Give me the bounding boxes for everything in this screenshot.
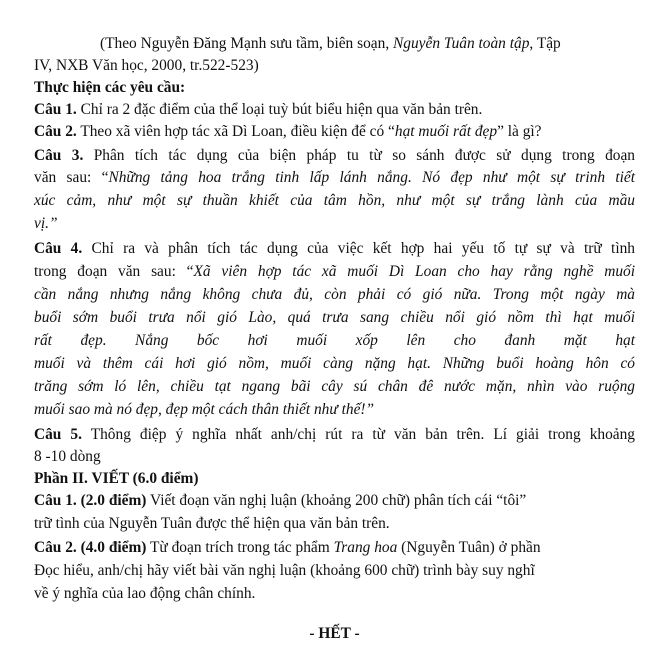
source-line-2: IV, NXB Văn học, 2000, tr.522-523) [34, 57, 259, 74]
question-4-line-2: trong đoạn văn sau: “Xã viên hợp tác xã muối Dì Loan cho hay rằng nghề muối [34, 263, 635, 280]
writing-question-1-line-2: trữ tình của Nguyễn Tuân được thể hiện qua văn bản trên. [34, 515, 390, 532]
question-2: Câu 2. Theo xã viên hợp tác xã Dì Loan, điều kiện để có “hạt muối rất đẹp” là gì? [34, 123, 542, 140]
question-3-line-3: xúc cảm, như một sự thuần khiết của tâm hồn, như một sự trắng lành của mầu [34, 192, 635, 209]
end-marker: - HẾT - [309, 625, 360, 642]
writing-question-2-line-2: Đọc hiểu, anh/chị hãy viết bài văn nghị luận (khoảng 600 chữ) trình bày suy nghĩ [34, 562, 535, 579]
question-5-line-2: 8 -10 dòng [34, 448, 101, 465]
writing-question-2-line-1: Câu 2. (4.0 điểm) Từ đoạn trích trong tác phẩm Trang hoa (Nguyễn Tuân) ở phần [34, 539, 541, 556]
question-4-line-5: rất đẹp. Nắng bốc hơi muối xốp lên cho đanh mặt hạt [34, 332, 635, 349]
writing-question-2-line-3: về ý nghĩa của lao động chân chính. [34, 585, 256, 602]
writing-question-1-line-1: Câu 1. (2.0 điểm) Viết đoạn văn nghị luận (khoảng 200 chữ) phân tích cái “tôi” [34, 492, 527, 509]
question-4-line-3: cần nắng nhưng nắng không chưa đủ, còn phải có gió nữa. Trong một ngày mà [34, 286, 635, 303]
question-5-line-1: Câu 5. Thông điệp ý nghĩa nhất anh/chị rút ra từ văn bản trên. Lí giải trong khoảng [34, 426, 635, 443]
question-4-line-1: Câu 4. Chỉ ra và phân tích tác dụng của việc kết hợp hai yếu tố tự sự và trữ tình [34, 240, 635, 257]
part-2-heading: Phần II. VIẾT (6.0 điểm) [34, 470, 199, 487]
question-4-line-6: muối và thêm cái hơi gió nồm, muối càng nặng hạt. Những buổi hoàng hôn có [34, 355, 635, 372]
source-book: Nguyễn Tuân toàn tập [393, 35, 530, 52]
question-3-line-4: vị.” [34, 215, 58, 232]
question-1: Câu 1. Chỉ ra 2 đặc điểm của thể loại tuỳ bút biểu hiện qua văn bản trên. [34, 101, 483, 118]
question-4-line-7: trăng sớm ló lên, chiều tạt ngang bãi cây sú chân đê nước mặn, nhìn vào ruộng [34, 378, 635, 395]
tasks-heading: Thực hiện các yêu cầu: [34, 79, 186, 96]
question-3-line-1: Câu 3. Phân tích tác dụng của biện pháp tu từ so sánh được sử dụng trong đoạn [34, 147, 635, 164]
source-line-1: (Theo Nguyễn Đăng Mạnh sưu tầm, biên soạn, Nguyễn Tuân toàn tập, Tập [100, 35, 561, 52]
question-4-line-8: muối sao mà nó đẹp, đẹp một cách thân thiết như thế!” [34, 401, 375, 418]
question-3-line-2: văn sau: “Những tảng hoa trắng tinh lấp lánh nắng. Nó đẹp như một sự trinh tiết [34, 169, 635, 186]
question-4-line-4: buổi sớm buổi trưa nổi gió Lào, quá trưa sang chiều nổi gió nồm thì hạt muối [34, 309, 635, 326]
